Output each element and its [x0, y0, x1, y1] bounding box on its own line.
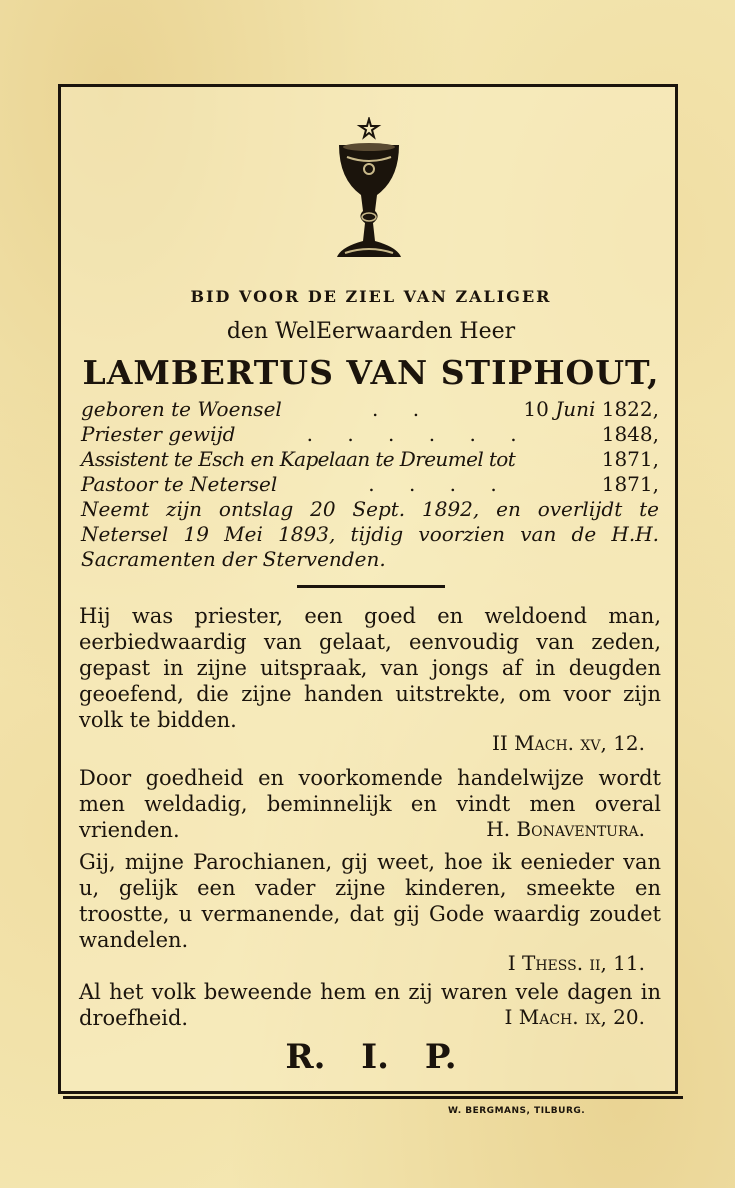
- reference-4: I Mach. ix, 20.: [504, 1005, 645, 1029]
- bio-row-ordination: Priester gewijd . . . . . . 1848,: [81, 422, 659, 446]
- prayer-heading: BID VOOR DE ZIEL VAN ZALIGER: [190, 287, 552, 306]
- deceased-name: LAMBERTUS VAN STIPHOUT,: [82, 353, 660, 392]
- divider-rule: [297, 585, 445, 588]
- bio-row-pastor: Pastoor te Netersel . . . . 1871,: [81, 472, 659, 496]
- memorial-card-frame: [58, 84, 678, 1094]
- rip-closing: R. I. P.: [285, 1037, 457, 1077]
- bio-row-assistant: Assistent te Esch en Kapelaan te Dreumel tot 1871,: [81, 447, 659, 471]
- reference-2: H. Bonaventura.: [486, 817, 645, 841]
- paragraph-2: Door goedheid en voorkomende handelwijze wordt men weldadig, beminnelijk en vindt men overal vrienden.: [79, 766, 661, 842]
- paragraph-3: Gij, mijne Parochianen, gij weet, hoe ik eenieder van u, gelijk een vader zijne kinderen, smeekte en troostte, u vermanende, dat gij Gode waardig zoudet wandelen.: [79, 850, 661, 952]
- bio-row-birth: geboren te Woensel . . 10 Juni 1822,: [81, 397, 659, 421]
- paragraph-4: Al het volk beweende hem en zij waren vele dagen in droefheid.: [79, 980, 661, 1030]
- honorific-line: den WelEerwaarden Heer: [226, 319, 516, 344]
- chalice-icon: [331, 117, 407, 265]
- reference-1: II Mach. xv, 12.: [492, 731, 645, 755]
- reference-3: I Thess. ii, 11.: [507, 951, 645, 975]
- paragraph-1: Hij was priester, een goed en weldoend man, eerbiedwaardig van gelaat, eenvoudig van zeden, gepast in zijne uitspraak, van jongs af in deugden geoefend, die zijne handen uitstrekte, om voor zijn volk te bidden.: [79, 604, 661, 732]
- printer-credit: W. BERGMANS, TILBURG.: [448, 1106, 586, 1116]
- bio-resignation-death: Neemt zijn ontslag 20 Sept. 1892, en overlijdt te Netersel 19 Mei 1893, tijdig voorzien van de H.H. Sacramenten der Stervenden.: [81, 497, 659, 571]
